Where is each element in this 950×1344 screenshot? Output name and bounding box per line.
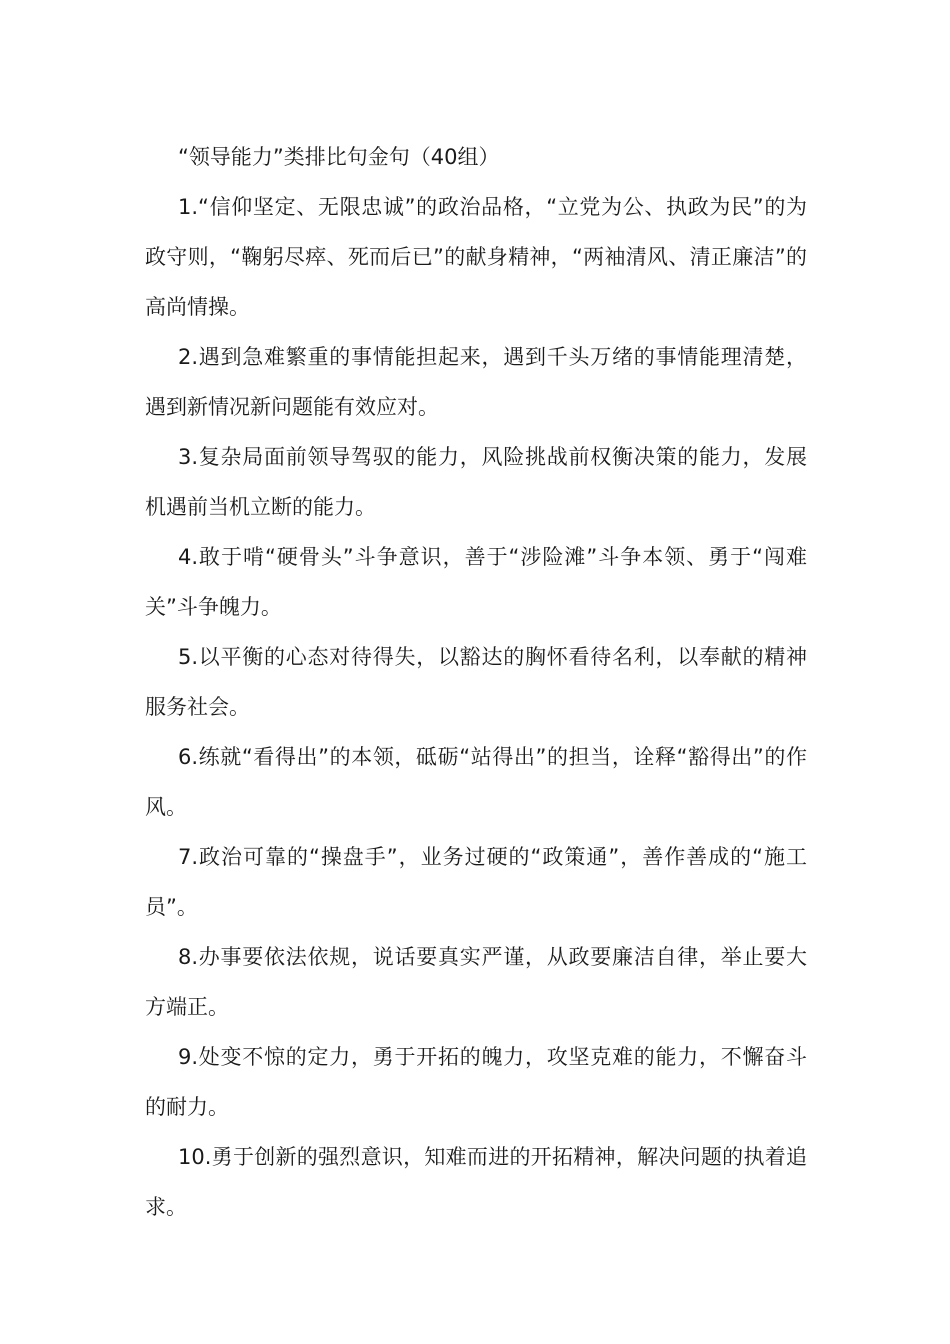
paragraph-7: 7.政治可靠的“操盘手”，业务过硬的“政策通”，善作善成的“施工员”。 (145, 845, 807, 919)
paragraph-1: 1.“信仰坚定、无限忠诚”的政治品格，“立党为公、执政为民”的为政守则，“鞠躬尽瘁、死而后已”的献身精神，“两袖清风、清正廉洁”的高尚情操。 (145, 195, 807, 319)
paragraph-5: 5.以平衡的心态对待得失，以豁达的胸怀看待名利，以奉献的精神服务社会。 (145, 645, 807, 719)
paragraph-8: 8.办事要依法依规，说话要真实严谨，从政要廉洁自律，举止要大方端正。 (145, 945, 807, 1019)
paragraph-10: 10.勇于创新的强烈意识，知难而进的开拓精神，解决问题的执着追求。 (145, 1145, 807, 1219)
document-title: “领导能力”类排比句金句（40组） (178, 145, 500, 169)
paragraph-3: 3.复杂局面前领导驾驭的能力，风险挑战前权衡决策的能力，发展机遇前当机立断的能力。 (145, 445, 807, 519)
paragraph-2: 2.遇到急难繁重的事情能担起来，遇到千头万绪的事情能理清楚，遇到新情况新问题能有效应对。 (145, 345, 807, 419)
paragraph-9: 9.处变不惊的定力，勇于开拓的魄力，攻坚克难的能力，不懈奋斗的耐力。 (145, 1045, 807, 1119)
paragraph-4: 4.敢于啃“硬骨头”斗争意识，善于“涉险滩”斗争本领、勇于“闯难关”斗争魄力。 (145, 545, 807, 619)
document-body (145, 132, 807, 1232)
paragraph-6: 6.练就“看得出”的本领，砥砺“站得出”的担当，诠释“豁得出”的作风。 (145, 745, 807, 819)
